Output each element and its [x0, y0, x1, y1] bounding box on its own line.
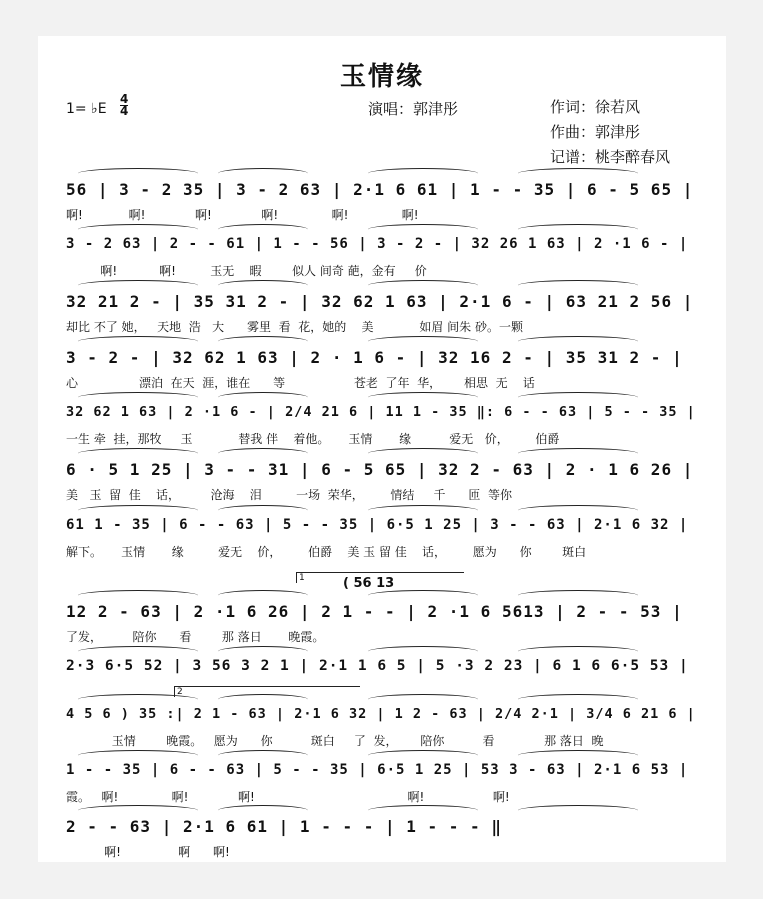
phrase-slur	[518, 505, 638, 516]
phrase-slur	[368, 448, 478, 459]
lyric-line: 啊! 啊 啊!	[66, 845, 230, 859]
phrase-slur	[218, 805, 308, 816]
lyric-line: 霞。 啊! 啊! 啊! 啊! 啊!	[66, 790, 510, 804]
phrase-slur	[218, 392, 308, 403]
notation-line: 1 - - 35 | 6 - - 63 | 5 - - 35 | 6·5 1 25 | 53 3 - 63 | 2·1 6 53 |	[66, 762, 689, 778]
phrase-slur	[218, 646, 308, 657]
phrase-slur	[78, 168, 198, 179]
first-ending-notes: ( 56 13	[343, 576, 395, 591]
notation-line: 3 - 2 63 | 2 - - 61 | 1 - - 56 | 3 - 2 - | 32 26 1 63 | 2 ·1 6 - |	[66, 236, 689, 252]
song-title: 玉情缘	[339, 62, 424, 92]
notation-line: 32 62 1 63 | 2 ·1 6 - | 2/4 21 6 | 11 1 - 35 ‖: 6 - - 63 | 5 - - 35 |	[66, 404, 696, 420]
lyricist-credit: 作词：徐若风	[550, 98, 641, 116]
notation-line: 56 | 3 - 2 35 | 3 - 2 63 | 2·1 6 61 | 1 - - 35 | 6 - 5 65 |	[66, 180, 694, 199]
notation-line: 2·3 6·5 52 | 3 56 3 2 1 | 2·1 1 6 5 | 5 ·3 2 23 | 6 1 6 6·5 53 |	[66, 658, 689, 674]
phrase-slur	[218, 448, 308, 459]
singer-credit: 演唱：郭津彤	[368, 100, 459, 118]
phrase-slur	[78, 805, 198, 816]
notation-line: 12 2 - 63 | 2 ·1 6 26 | 2 1 - - | 2 ·1 6 5613 | 2 - - 53 |	[66, 602, 683, 621]
notation-system	[38, 513, 726, 573]
phrase-slur	[518, 805, 638, 816]
lyric-line: 啊! 啊! 玉无 暇 似人 间奇 葩，金有 价	[66, 264, 427, 278]
lyric-line: 了发， 陪你 看 那 落日 晚霞。	[66, 630, 325, 644]
time-sig-top: 4	[120, 92, 129, 106]
second-ending-bracket	[174, 686, 360, 697]
notation-line: 3 - 2 - | 32 62 1 63 | 2 · 1 6 - | 32 16 2 - | 35 31 2 - |	[66, 348, 683, 367]
phrase-slur	[368, 750, 478, 761]
phrase-slur	[518, 168, 638, 179]
phrase-slur	[518, 280, 638, 291]
phrase-slur	[78, 750, 198, 761]
phrase-slur	[78, 280, 198, 291]
notation-line: 61 1 - 35 | 6 - - 63 | 5 - - 35 | 6·5 1 25 | 3 - - 63 | 2·1 6 32 |	[66, 517, 689, 533]
phrase-slur	[518, 224, 638, 235]
second-ending-number: 2	[177, 687, 183, 697]
lyric-line: 美 玉 留 佳 话， 沧海 泪 一场 荣华， 情结 千 匝 等你	[66, 488, 512, 502]
phrase-slur	[218, 280, 308, 291]
score-sheet	[38, 36, 726, 862]
lyric-line: 啊! 啊! 啊! 啊! 啊! 啊!	[66, 208, 419, 222]
notation-line: 6 · 5 1 25 | 3 - - 31 | 6 - 5 65 | 32 2 - 63 | 2 · 1 6 26 |	[66, 460, 694, 479]
phrase-slur	[78, 590, 198, 601]
phrase-slur	[518, 392, 638, 403]
phrase-slur	[518, 694, 638, 705]
lyric-line: 却比 不了 她， 天地 浩 大 雾里 看 花，她的 美 如眉 间朱 砂。一颗	[66, 320, 523, 334]
lyric-line: 解下。 玉情 缘 爱无 价， 伯爵 美 玉 留 佳 话， 愿为 你 斑白	[66, 545, 587, 559]
phrase-slur	[78, 646, 198, 657]
phrase-slur	[518, 646, 638, 657]
phrase-slur	[368, 168, 478, 179]
phrase-slur	[368, 505, 478, 516]
phrase-slur	[518, 336, 638, 347]
phrase-slur	[218, 590, 308, 601]
phrase-slur	[218, 750, 308, 761]
phrase-slur	[78, 448, 198, 459]
time-signature	[120, 94, 128, 117]
phrase-slur	[518, 750, 638, 761]
phrase-slur	[78, 336, 198, 347]
phrase-slur	[368, 694, 478, 705]
phrase-slur	[218, 168, 308, 179]
phrase-slur	[368, 590, 478, 601]
phrase-slur	[78, 224, 198, 235]
phrase-slur	[368, 392, 478, 403]
notation-system	[38, 813, 726, 862]
phrase-slur	[518, 448, 638, 459]
key-signature: 1= ♭E	[66, 101, 107, 117]
phrase-slur	[78, 392, 198, 403]
composer-credit: 作曲：郭津彤	[550, 123, 641, 141]
lyric-line: 玉情 晚霞。 愿为 你 斑白 了 发， 陪你 看 那 落日 晚	[66, 734, 604, 748]
first-ending-number: 1	[299, 573, 305, 583]
time-sig-bottom: 4	[120, 104, 129, 118]
phrase-slur	[518, 590, 638, 601]
notation-line: 2 - - 63 | 2·1 6 61 | 1 - - - | 1 - - - ‖	[66, 817, 502, 836]
phrase-slur	[218, 336, 308, 347]
phrase-slur	[218, 505, 308, 516]
phrase-slur	[368, 336, 478, 347]
phrase-slur	[368, 224, 478, 235]
phrase-slur	[368, 646, 478, 657]
phrase-slur	[78, 505, 198, 516]
phrase-slur	[368, 280, 478, 291]
lyric-line: 一生 牵 挂，那牧 玉 替我 伴 着他。 玉情 缘 爱无 价， 伯爵	[66, 432, 560, 446]
phrase-slur	[368, 805, 478, 816]
phrase-slur	[218, 224, 308, 235]
lyric-line: 心 漂泊 在天 涯，谁在 等 苍老 了年 华， 相思 无 话	[66, 376, 535, 390]
notation-line: 32 21 2 - | 35 31 2 - | 32 62 1 63 | 2·1 6 - | 63 21 2 56 |	[66, 292, 694, 311]
transcriber-credit: 记谱：桃李醉春风	[550, 148, 671, 166]
notation-line: 4 5 6 ) 35 :| 2 1 - 63 | 2·1 6 32 | 1 2 - 63 | 2/4 2·1 | 3/4 6 21 6 |	[66, 706, 696, 722]
